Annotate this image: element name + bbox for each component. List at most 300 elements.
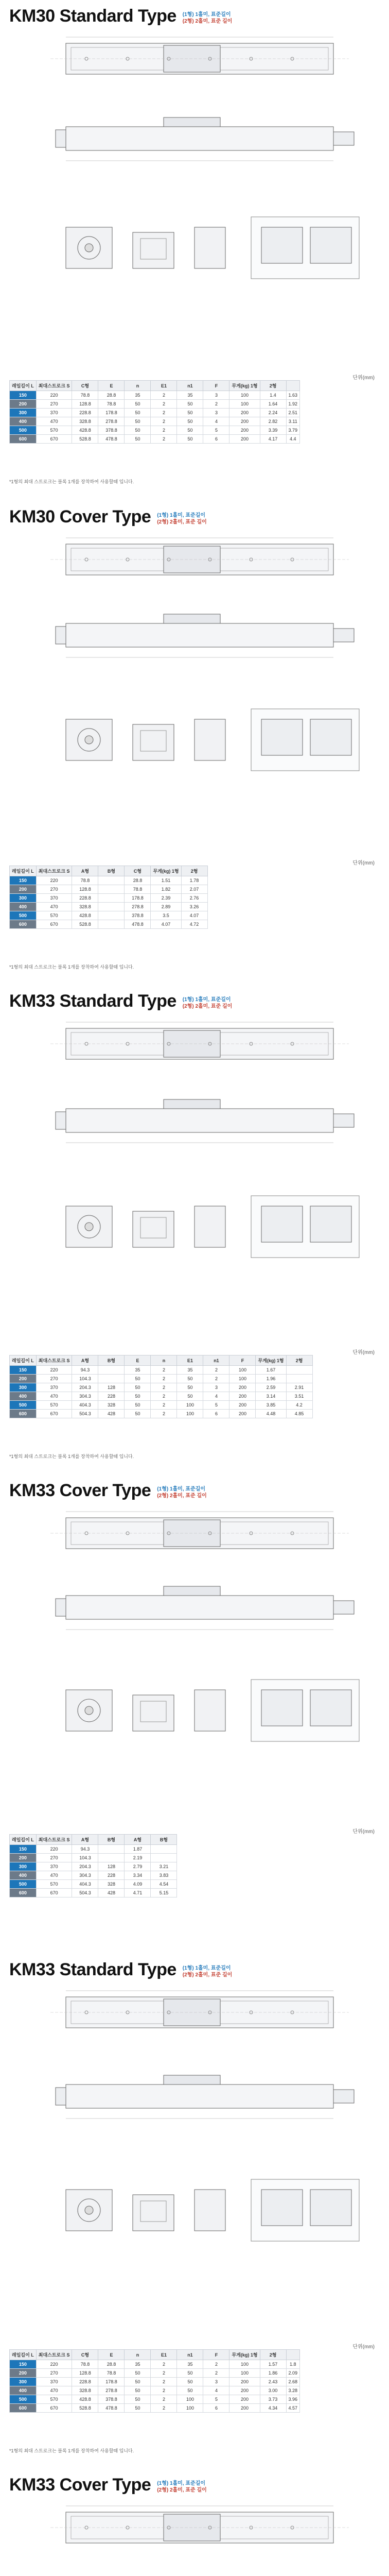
table-cell: 50 (177, 2369, 203, 2378)
table-cell: 600 (10, 1410, 37, 1418)
table-cell: 28.8 (98, 391, 125, 400)
table-cell: 570 (36, 911, 72, 920)
table-cell: 200 (10, 885, 37, 894)
table-row (10, 1854, 177, 1862)
table-cell: 400 (10, 1871, 37, 1880)
table-header-cell: A형 (125, 1835, 151, 1845)
table-cell: 400 (10, 1392, 37, 1401)
section-header (9, 992, 232, 1010)
table-cell (98, 1375, 125, 1383)
table-cell: 94.3 (72, 1366, 98, 1375)
table-cell: 50 (125, 435, 151, 444)
table-cell: 670 (36, 2404, 72, 2413)
table-cell: 1.67 (256, 1366, 286, 1375)
table-cell: 50 (125, 1375, 151, 1383)
table-cell: 1.96 (256, 1375, 286, 1383)
table-cell (98, 885, 125, 894)
table-cell: 270 (36, 2369, 72, 2378)
top-view-drawing (50, 1022, 349, 1059)
table-row (10, 2395, 300, 2404)
table-cell: 100 (177, 1410, 203, 1418)
table-cell: 370 (36, 1383, 72, 1392)
table-header-cell: 레일길이 L (10, 1835, 37, 1845)
table-cell: 5 (203, 426, 229, 435)
table-cell: 1.92 (286, 400, 300, 409)
table-cell: 35 (177, 391, 203, 400)
table-cell: 3.00 (260, 2386, 286, 2395)
table-header-cell: B형 (98, 1835, 125, 1845)
table-cell: 500 (10, 1880, 37, 1889)
detail-inset-drawing (251, 217, 359, 279)
table-row (10, 400, 300, 409)
table-header-row (10, 1355, 313, 1366)
section-title: KM30 Standard Type (9, 6, 176, 26)
type-legend (157, 2480, 207, 2494)
table-cell: 2 (151, 2378, 177, 2386)
table-cell: 35 (125, 1366, 151, 1375)
table-cell: 204.3 (72, 1862, 98, 1871)
table-cell: 378.8 (98, 2395, 125, 2404)
table-cell: 2 (151, 426, 177, 435)
table-header-cell: B형 (98, 1355, 125, 1366)
table-cell: 104.3 (72, 1375, 98, 1383)
section-header (9, 1482, 207, 1499)
section-header (9, 508, 207, 526)
table-cell: 28.8 (98, 2360, 125, 2369)
table-cell: 500 (10, 911, 37, 920)
section-title: KM33 Standard Type (9, 1960, 176, 1979)
table-cell: 428 (98, 1410, 125, 1418)
section-view-drawing (66, 719, 225, 760)
table-cell: 670 (36, 1410, 72, 1418)
table-cell: 178.8 (125, 894, 151, 903)
table-cell: 2.09 (286, 2369, 300, 2378)
table-cell: 200 (229, 435, 260, 444)
table-cell: 50 (177, 409, 203, 417)
type-2-note: (2형) 2홀미, 표준 길이 (182, 19, 233, 24)
type-2-note: (2형) 2홀미, 표준 길이 (157, 519, 207, 525)
table-cell: 50 (125, 2386, 151, 2395)
table-cell: 1.82 (151, 885, 181, 894)
table-row (10, 1401, 313, 1410)
detail-inset-drawing (251, 1196, 359, 1258)
section-title: KM33 Cover Type (9, 1481, 151, 1500)
table-cell: 270 (36, 400, 72, 409)
technical-drawing (9, 534, 380, 853)
table-header-cell: E1 (177, 1355, 203, 1366)
table-row (10, 903, 208, 911)
table-cell: 3.5 (151, 911, 181, 920)
side-view-drawing (56, 1586, 354, 1630)
table-cell: 4.57 (286, 2404, 300, 2413)
type-legend (183, 11, 233, 25)
table-cell: 304.3 (72, 1392, 98, 1401)
table-cell: 6 (203, 435, 229, 444)
top-view-drawing (50, 37, 349, 74)
spec-table (9, 866, 208, 929)
table-cell: 200 (229, 1383, 256, 1392)
section-view-drawing (66, 1206, 225, 1247)
table-header-cell: n1 (177, 2350, 203, 2360)
table-cell: 100 (229, 1375, 256, 1383)
unit-label: 단위(mm) (352, 375, 375, 381)
table-header-row (10, 381, 300, 391)
table-cell: 78.8 (72, 2360, 98, 2369)
unit-label: 단위(mm) (352, 860, 375, 866)
product-section (0, 1479, 389, 1953)
table-cell: 4.54 (151, 1880, 177, 1889)
table-cell: 2 (151, 2395, 177, 2404)
table-cell: 2.19 (125, 1854, 151, 1862)
table-cell: 200 (229, 417, 260, 426)
side-view-drawing (56, 2075, 354, 2119)
table-cell: 670 (36, 920, 72, 929)
side-view-drawing (56, 1099, 354, 1143)
table-cell: 2.51 (286, 409, 300, 417)
table-cell: 100 (229, 400, 260, 409)
table-row (10, 876, 208, 885)
table-cell: 3.39 (260, 426, 286, 435)
table-cell: 100 (177, 2404, 203, 2413)
table-cell: 2 (151, 409, 177, 417)
table-cell: 228 (98, 1871, 125, 1880)
table-cell: 228.8 (72, 409, 98, 417)
table-cell: 2.76 (181, 894, 207, 903)
table-cell: 5 (203, 1401, 229, 1410)
table-cell: 200 (229, 2404, 260, 2413)
table-cell: 370 (36, 409, 72, 417)
table-cell: 528.8 (72, 435, 98, 444)
table-cell: 570 (36, 1401, 72, 1410)
table-cell: 200 (229, 2378, 260, 2386)
product-section (0, 989, 389, 1473)
table-cell: 2.82 (260, 417, 286, 426)
technical-drawing (9, 1018, 380, 1343)
table-cell: 300 (10, 2378, 37, 2386)
table-cell: 300 (10, 409, 37, 417)
table-row (10, 2360, 300, 2369)
table-cell: 404.3 (72, 1401, 98, 1410)
table-cell: 6 (203, 1410, 229, 1418)
table-cell: 220 (36, 1366, 72, 1375)
table-cell: 128.8 (72, 400, 98, 409)
table-cell: 150 (10, 2360, 37, 2369)
table-cell: 278.8 (98, 417, 125, 426)
table-cell: 1.78 (181, 876, 207, 885)
table-footnote: *1형의 최대 스트로크는 블록 1개를 장착하여 사용할때 입니다. (9, 2448, 134, 2453)
table-cell: 400 (10, 417, 37, 426)
table-cell: 50 (125, 2378, 151, 2386)
table-cell: 300 (10, 894, 37, 903)
table-row (10, 2386, 300, 2395)
table-header-cell: n1 (177, 381, 203, 391)
table-cell: 378.8 (125, 911, 151, 920)
technical-drawing (9, 2502, 380, 2576)
table-cell: 50 (177, 1392, 203, 1401)
table-cell: 28.8 (125, 876, 151, 885)
table-cell: 370 (36, 1862, 72, 1871)
table-cell: 504.3 (72, 1410, 98, 1418)
table-cell: 4.09 (125, 1880, 151, 1889)
table-header-cell: E (125, 1355, 151, 1366)
table-cell: 428.8 (72, 911, 98, 920)
table-cell: 220 (36, 2360, 72, 2369)
table-cell (286, 1366, 312, 1375)
table-cell: 1.51 (151, 876, 181, 885)
table-cell: 150 (10, 876, 37, 885)
table-cell: 4.4 (286, 435, 300, 444)
table-cell: 228.8 (72, 894, 98, 903)
table-row (10, 911, 208, 920)
detail-inset-drawing (251, 709, 359, 771)
table-header-row (10, 2350, 300, 2360)
table-header-cell: C형 (72, 2350, 98, 2360)
table-cell: 35 (125, 391, 151, 400)
spec-table (9, 1834, 177, 1897)
section-view-drawing (66, 1690, 225, 1731)
table-cell: 4 (203, 2386, 229, 2395)
section-view-drawing (66, 227, 225, 268)
table-cell: 78.8 (98, 400, 125, 409)
table-cell: 50 (177, 400, 203, 409)
table-cell: 278.8 (98, 2386, 125, 2395)
table-header-cell: E1 (151, 2350, 177, 2360)
table-cell: 2.39 (151, 894, 181, 903)
section-title: KM33 Standard Type (9, 991, 176, 1011)
table-cell: 3.21 (151, 1862, 177, 1871)
table-header-cell: 레일길이 L (10, 2350, 37, 2360)
section-header (9, 2476, 207, 2494)
table-header-cell: 2형 (260, 2350, 286, 2360)
type-1-note: (1형) 1홀미, 표준길이 (157, 2481, 206, 2486)
table-cell: 2 (151, 417, 177, 426)
table-cell: 50 (177, 1383, 203, 1392)
table-cell: 128 (98, 1383, 125, 1392)
table-cell: 570 (36, 426, 72, 435)
table-cell: 100 (229, 1366, 256, 1375)
table-cell: 304.3 (72, 1871, 98, 1880)
table-cell: 2 (203, 1366, 229, 1375)
table-header-cell: C형 (125, 866, 151, 876)
table-row (10, 1871, 177, 1880)
table-cell: 4.2 (286, 1401, 312, 1410)
table-cell: 500 (10, 1401, 37, 1410)
table-cell: 3.26 (181, 903, 207, 911)
table-cell: 2 (203, 1375, 229, 1383)
table-row (10, 2369, 300, 2378)
table-cell: 200 (229, 409, 260, 417)
spec-table (9, 2349, 300, 2413)
table-cell: 370 (36, 2378, 72, 2386)
table-cell (98, 1854, 125, 1862)
table-cell: 470 (36, 1392, 72, 1401)
table-cell: 3.28 (286, 2386, 300, 2395)
table-row (10, 409, 300, 417)
table-cell: 3.11 (286, 417, 300, 426)
table-cell: 600 (10, 1889, 37, 1897)
table-cell: 478.8 (98, 2404, 125, 2413)
type-1-note: (1형) 1홀미, 표준길이 (157, 1486, 206, 1492)
table-footnote: *1형의 최대 스트로크는 블록 1개를 장착하여 사용할때 입니다. (9, 1454, 134, 1459)
section-header (9, 1961, 232, 1978)
table-cell (151, 1854, 177, 1862)
top-view-drawing (50, 1991, 349, 2028)
table-cell: 478.8 (125, 920, 151, 929)
table-cell: 3 (203, 1383, 229, 1392)
type-2-note: (2형) 2홀미, 표준 길이 (157, 2487, 207, 2493)
table-cell: 150 (10, 391, 37, 400)
table-cell: 2 (151, 2369, 177, 2378)
table-cell: 3.73 (260, 2395, 286, 2404)
table-cell: 328.8 (72, 2386, 98, 2395)
table-cell: 570 (36, 2395, 72, 2404)
table-cell: 78.8 (72, 876, 98, 885)
table-cell: 128.8 (72, 885, 98, 894)
table-cell: 1.86 (260, 2369, 286, 2378)
table-header-cell: B형 (151, 1835, 177, 1845)
table-cell: 600 (10, 920, 37, 929)
table-cell: 328.8 (72, 903, 98, 911)
table-cell: 2.43 (260, 2378, 286, 2386)
table-row (10, 2378, 300, 2386)
table-cell: 4.34 (260, 2404, 286, 2413)
table-cell: 200 (229, 426, 260, 435)
table-cell: 328.8 (72, 417, 98, 426)
table-cell: 200 (10, 1375, 37, 1383)
table-cell: 2 (151, 1383, 177, 1392)
table-cell: 2 (151, 1375, 177, 1383)
detail-inset-drawing (251, 2179, 359, 2241)
table-cell: 2 (151, 1410, 177, 1418)
table-cell: 50 (177, 2386, 203, 2395)
table-row (10, 1366, 313, 1375)
type-legend (157, 1486, 207, 1499)
table-cell: 2 (151, 391, 177, 400)
table-cell: 428 (98, 1889, 125, 1897)
table-cell: 3.79 (286, 426, 300, 435)
table-cell: 2.89 (151, 903, 181, 911)
table-row (10, 885, 208, 894)
table-cell: 3 (203, 409, 229, 417)
table-cell (98, 903, 125, 911)
table-cell: 1.64 (260, 400, 286, 409)
table-cell: 200 (10, 1854, 37, 1862)
table-cell: 50 (125, 426, 151, 435)
table-cell: 478.8 (98, 435, 125, 444)
type-legend (183, 996, 233, 1010)
table-header-cell: 무게(kg) 1형 (151, 866, 181, 876)
table-cell: 470 (36, 417, 72, 426)
table-cell: 5 (203, 2395, 229, 2404)
table-header-cell: E (98, 2350, 125, 2360)
table-cell: 100 (177, 2395, 203, 2404)
table-cell: 270 (36, 1375, 72, 1383)
unit-label: 단위(mm) (352, 1829, 375, 1835)
table-cell: 50 (177, 435, 203, 444)
table-cell: 35 (125, 2360, 151, 2369)
table-header-cell: n (125, 2350, 151, 2360)
top-view-drawing (50, 538, 349, 575)
table-row (10, 894, 208, 903)
table-cell: 50 (125, 417, 151, 426)
table-cell: 50 (125, 2404, 151, 2413)
table-cell: 6 (203, 2404, 229, 2413)
table-cell: 378.8 (98, 426, 125, 435)
table-cell: 100 (177, 1401, 203, 1410)
table-cell: 50 (125, 1392, 151, 1401)
table-cell: 270 (36, 885, 72, 894)
table-cell: 200 (229, 1392, 256, 1401)
table-header-cell: A형 (72, 1355, 98, 1366)
table-cell: 200 (229, 2395, 260, 2404)
table-cell: 178.8 (98, 409, 125, 417)
table-cell: 328 (98, 1401, 125, 1410)
table-header-cell: A형 (72, 866, 98, 876)
table-cell (98, 894, 125, 903)
unit-label: 단위(mm) (352, 2344, 375, 2350)
table-cell: 2.68 (286, 2378, 300, 2386)
table-cell: 35 (177, 1366, 203, 1375)
table-cell: 128.8 (72, 2369, 98, 2378)
table-cell: 178.8 (98, 2378, 125, 2386)
table-row (10, 1383, 313, 1392)
table-cell: 1.4 (260, 391, 286, 400)
table-cell (98, 920, 125, 929)
table-cell: 428.8 (72, 2395, 98, 2404)
table-cell: 128 (98, 1862, 125, 1871)
table-cell: 220 (36, 1845, 72, 1854)
section-title: KM30 Cover Type (9, 507, 151, 527)
table-cell: 100 (229, 2369, 260, 2378)
table-header-cell: 최대스트로크 S (36, 1835, 72, 1845)
table-cell: 2 (151, 2360, 177, 2369)
table-header-cell: n (125, 381, 151, 391)
table-cell: 3 (203, 391, 229, 400)
table-cell: 50 (125, 2395, 151, 2404)
table-row (10, 1880, 177, 1889)
side-view-drawing (56, 614, 354, 657)
table-cell: 670 (36, 435, 72, 444)
table-cell: 2.07 (181, 885, 207, 894)
table-cell: 300 (10, 1383, 37, 1392)
table-cell: 2 (151, 1366, 177, 1375)
table-cell: 2 (203, 2360, 229, 2369)
table-header-cell: 레일길이 L (10, 381, 37, 391)
table-header-cell: 무게(kg) 1형 (229, 2350, 260, 2360)
table-cell: 100 (229, 391, 260, 400)
table-header-cell: 2형 (286, 1355, 312, 1366)
table-header-cell: 무게(kg) 1형 (229, 381, 260, 391)
table-header-cell: B형 (98, 866, 125, 876)
table-cell: 2 (151, 2404, 177, 2413)
table-cell: 50 (177, 417, 203, 426)
table-cell: 50 (125, 1383, 151, 1392)
table-header-cell: 레일길이 L (10, 866, 37, 876)
table-header-cell: 최대스트로크 S (36, 381, 72, 391)
type-legend (157, 512, 207, 526)
table-cell: 94.3 (72, 1845, 98, 1854)
type-2-note: (2형) 2홀미, 표준 길이 (182, 1004, 233, 1009)
type-1-note: (1형) 1홀미, 표준길이 (182, 997, 231, 1003)
table-header-cell: 최대스트로크 S (36, 2350, 72, 2360)
table-row (10, 920, 208, 929)
table-cell: 3 (203, 2378, 229, 2386)
table-cell: 3.85 (256, 1401, 286, 1410)
table-footnote: *1형의 최대 스트로크는 블록 1개를 장착하여 사용할때 입니다. (9, 964, 134, 970)
type-1-note: (1형) 1홀미, 표준길이 (182, 1965, 231, 1971)
table-cell: 400 (10, 903, 37, 911)
table-cell: 100 (229, 2360, 260, 2369)
